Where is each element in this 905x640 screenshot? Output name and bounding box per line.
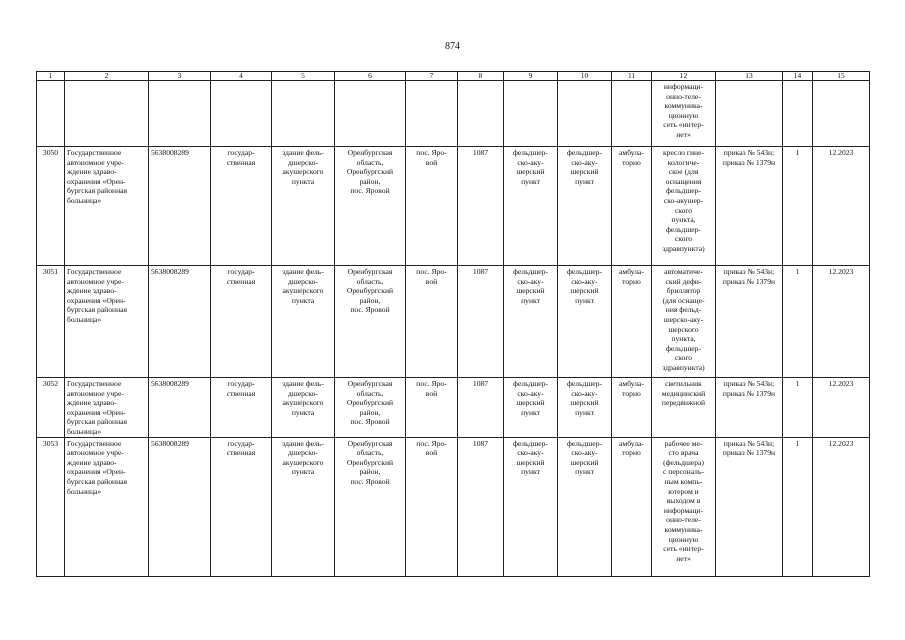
organization-cell: Государственное автономное учре- ждение здраво- охранения «Орен- бургская районная больница» bbox=[65, 266, 149, 378]
quantity-cell: 1 bbox=[783, 437, 813, 576]
quantity-cell: 1 bbox=[783, 378, 813, 438]
column-number: 15 bbox=[813, 72, 870, 81]
table-row bbox=[37, 266, 870, 378]
equipment-cell: информаци- онно-теле- коммуника- ционную сеть «интер- нет» bbox=[652, 81, 716, 147]
inn-cell: 5638008289 bbox=[149, 437, 211, 576]
care-form-cell: амбула- торно bbox=[612, 266, 652, 378]
care-form-cell: амбула- торно bbox=[612, 378, 652, 438]
quantity-cell: 1 bbox=[783, 147, 813, 266]
population-cell: 1087 bbox=[458, 437, 504, 576]
ownership-cell: государ- ственная bbox=[211, 266, 272, 378]
building-cell: здание фель- дшерско- акушерского пункта bbox=[272, 147, 335, 266]
population-cell: 1087 bbox=[458, 147, 504, 266]
page-number: 874 bbox=[445, 41, 460, 52]
basis-cell: приказ № 543н; приказ № 1379н bbox=[716, 378, 783, 438]
ownership-cell: государ- ственная bbox=[211, 147, 272, 266]
column-number: 8 bbox=[458, 72, 504, 81]
settlement-cell: пос. Яро- вой bbox=[406, 437, 458, 576]
column-number: 3 bbox=[149, 72, 211, 81]
column-number: 11 bbox=[612, 72, 652, 81]
column-number: 10 bbox=[558, 72, 612, 81]
ownership-cell: государ- ственная bbox=[211, 378, 272, 438]
building-cell: здание фель- дшерско- акушерского пункта bbox=[272, 437, 335, 576]
column-number: 9 bbox=[504, 72, 558, 81]
organization-cell: Государственное автономное учре- ждение здраво- охранения «Орен- бургская районная больница» bbox=[65, 147, 149, 266]
registry-table bbox=[36, 71, 870, 577]
inn-cell: 5638008289 bbox=[149, 147, 211, 266]
settlement-cell: пос. Яро- вой bbox=[406, 378, 458, 438]
unit-type-cell: фельдшер- ско-аку- шерский пункт bbox=[504, 378, 558, 438]
unit-type-cell: фельдшер- ско-аку- шерский пункт bbox=[504, 147, 558, 266]
address-cell: Оренбургская область, Оренбургский район, пос. Яровой bbox=[335, 266, 406, 378]
date-cell: 12.2023 bbox=[813, 147, 870, 266]
date-cell: 12.2023 bbox=[813, 437, 870, 576]
unit-name-cell: фельдшер- ско-аку- шерский пункт bbox=[558, 378, 612, 438]
column-number: 5 bbox=[272, 72, 335, 81]
basis-cell: приказ № 543н; приказ № 1379н bbox=[716, 147, 783, 266]
basis-cell: приказ № 543н; приказ № 1379н bbox=[716, 437, 783, 576]
column-number: 2 bbox=[65, 72, 149, 81]
address-cell: Оренбургская область, Оренбургский район, пос. Яровой bbox=[335, 378, 406, 438]
continuation-row bbox=[37, 81, 870, 147]
table-row bbox=[37, 378, 870, 438]
care-form-cell: амбула- торно bbox=[612, 437, 652, 576]
population-cell: 1087 bbox=[458, 266, 504, 378]
table-row bbox=[37, 437, 870, 576]
header-row bbox=[37, 72, 870, 81]
building-cell: здание фель- дшерско- акушерского пункта bbox=[272, 378, 335, 438]
unit-type-cell: фельдшер- ско-аку- шерский пункт bbox=[504, 266, 558, 378]
address-cell: Оренбургская область, Оренбургский район, пос. Яровой bbox=[335, 147, 406, 266]
inn-cell: 5638008289 bbox=[149, 266, 211, 378]
equipment-cell: кресло гине- кологиче- ское (для оснащения фельдшер- ско-акушер- ского пункта, фельдшер- ского здравпункта) bbox=[652, 147, 716, 266]
row-number: 3050 bbox=[37, 147, 65, 266]
equipment-cell: рабочее ме- сто врача (фельдшера) с персональ- ным компь- ютером и выходом в информаци- онно-теле- коммуника- ционную сеть «интер- нет» bbox=[652, 437, 716, 576]
unit-type-cell: фельдшер- ско-аку- шерский пункт bbox=[504, 437, 558, 576]
row-number: 3051 bbox=[37, 266, 65, 378]
basis-cell: приказ № 543н; приказ № 1379н bbox=[716, 266, 783, 378]
unit-name-cell: фельдшер- ско-аку- шерский пункт bbox=[558, 266, 612, 378]
ownership-cell: государ- ственная bbox=[211, 437, 272, 576]
column-number: 1 bbox=[37, 72, 65, 81]
table-row bbox=[37, 147, 870, 266]
column-number: 6 bbox=[335, 72, 406, 81]
column-number: 7 bbox=[406, 72, 458, 81]
organization-cell: Государственное автономное учре- ждение здраво- охранения «Орен- бургская районная больница» bbox=[65, 378, 149, 438]
settlement-cell: пос. Яро- вой bbox=[406, 147, 458, 266]
row-number: 3053 bbox=[37, 437, 65, 576]
column-number: 13 bbox=[716, 72, 783, 81]
row-number: 3052 bbox=[37, 378, 65, 438]
unit-name-cell: фельдшер- ско-аку- шерский пункт bbox=[558, 147, 612, 266]
column-number: 14 bbox=[783, 72, 813, 81]
column-number: 4 bbox=[211, 72, 272, 81]
date-cell: 12.2023 bbox=[813, 378, 870, 438]
organization-cell: Государственное автономное учре- ждение здраво- охранения «Орен- бургская районная больница» bbox=[65, 437, 149, 576]
care-form-cell: амбула- торно bbox=[612, 147, 652, 266]
population-cell: 1087 bbox=[458, 378, 504, 438]
inn-cell: 5638008289 bbox=[149, 378, 211, 438]
quantity-cell: 1 bbox=[783, 266, 813, 378]
building-cell: здание фель- дшерско- акушерского пункта bbox=[272, 266, 335, 378]
equipment-cell: автоматиче- ский дефи- бриллятор (для оснаще- ния фельд- шерско-аку- шерского пункта, фельдшер- ского здравпункта) bbox=[652, 266, 716, 378]
date-cell: 12.2023 bbox=[813, 266, 870, 378]
unit-name-cell: фельдшер- ско-аку- шерский пункт bbox=[558, 437, 612, 576]
column-number: 12 bbox=[652, 72, 716, 81]
address-cell: Оренбургская область, Оренбургский район, пос. Яровой bbox=[335, 437, 406, 576]
equipment-cell: светильник медицинский передвижной bbox=[652, 378, 716, 438]
settlement-cell: пос. Яро- вой bbox=[406, 266, 458, 378]
